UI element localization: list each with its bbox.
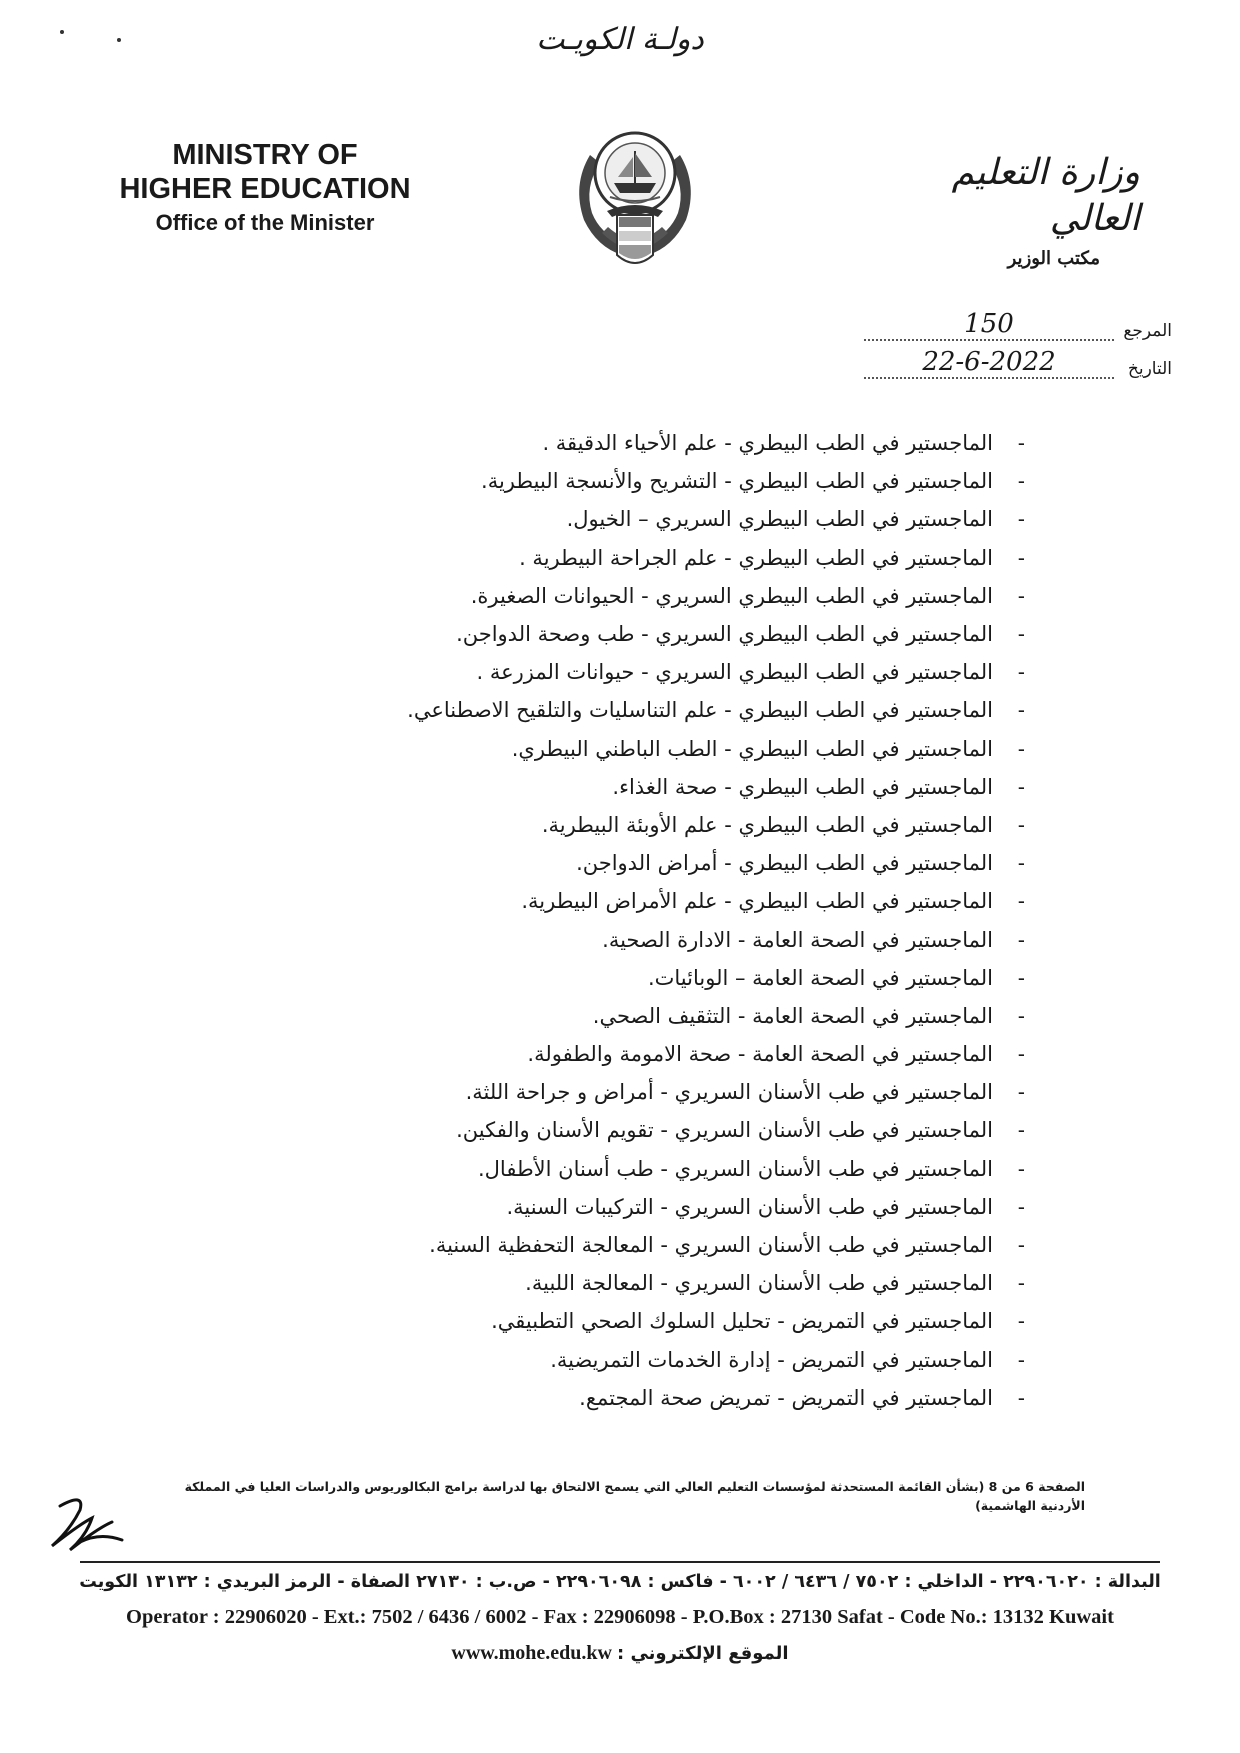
list-bullet: - [1017, 431, 1025, 456]
program-list-item [125, 462, 1025, 500]
program-name: الماجستير في الطب البيطري السريري - طب وصحة الدواجن. [456, 622, 993, 647]
program-name: الماجستير في طب الأسنان السريري - التركيبات السنية. [506, 1194, 993, 1219]
program-list-item [125, 653, 1025, 691]
program-name: الماجستير في الطب البيطري السريري – الخيول. [566, 507, 993, 532]
list-bullet: - [1017, 1385, 1025, 1410]
program-list-item [125, 768, 1025, 806]
list-bullet: - [1017, 469, 1025, 494]
program-name: الماجستير في الصحة العامة – الوبائيات. [647, 965, 993, 990]
program-name: الماجستير في الطب البيطري - صحة الغذاء. [612, 774, 993, 799]
reference-row [812, 303, 1172, 341]
program-list-item [125, 730, 1025, 768]
program-name: الماجستير في التمريض - تمريض صحة المجتمع. [579, 1385, 993, 1410]
program-list [125, 424, 1025, 1417]
program-list-item [125, 997, 1025, 1035]
list-bullet: - [1017, 698, 1025, 723]
list-bullet: - [1017, 1080, 1025, 1105]
list-bullet: - [1017, 1271, 1025, 1296]
list-bullet: - [1017, 927, 1025, 952]
list-bullet: - [1017, 660, 1025, 685]
program-name: الماجستير في طب الأسنان السريري - تقويم الأسنان والفكين. [456, 1118, 993, 1143]
list-bullet: - [1017, 1194, 1025, 1219]
program-list-item [125, 844, 1025, 882]
program-name: الماجستير في الصحة العامة - الادارة الصحية. [602, 927, 993, 952]
date-label: التاريخ [1127, 359, 1172, 379]
program-name: الماجستير في الطب البيطري - أمراض الدواجن. [576, 851, 993, 876]
kuwait-emblem-icon [562, 115, 708, 280]
program-name: الماجستير في الصحة العامة - التثقيف الصحي. [592, 1003, 993, 1028]
program-list-item [125, 577, 1025, 615]
program-list-item [125, 1150, 1025, 1188]
program-list-item [125, 882, 1025, 920]
program-list-item [125, 1035, 1025, 1073]
program-name: الماجستير في التمريض - إدارة الخدمات التمريضية. [550, 1347, 993, 1372]
program-name: الماجستير في الطب البيطري السريري - الحيوانات الصغيرة. [470, 583, 993, 608]
list-bullet: - [1017, 507, 1025, 532]
ministry-name-en-line1: MINISTRY OF [172, 139, 358, 171]
program-name: الماجستير في طب الأسنان السريري - طب أسنان الأطفال. [478, 1156, 993, 1181]
program-list-item [125, 1264, 1025, 1302]
ministry-name-ar: وزارة التعليم العالي [951, 152, 1140, 239]
date-row [812, 341, 1172, 379]
program-name: الماجستير في الطب البيطري السريري - حيوانات المزرعة . [476, 660, 993, 685]
program-list-item [125, 1188, 1025, 1226]
list-bullet: - [1017, 1003, 1025, 1028]
program-name: الماجستير في طب الأسنان السريري - أمراض و جراحة اللثة. [465, 1080, 993, 1105]
program-name: الماجستير في الطب البيطري - علم الأحياء الدقيقة . [542, 431, 993, 456]
program-list-item [125, 920, 1025, 958]
footer-divider [80, 1561, 1160, 1563]
website-url: www.mohe.edu.kw [451, 1642, 612, 1664]
office-name-en: Office of the Minister [155, 210, 375, 235]
list-bullet: - [1017, 812, 1025, 837]
program-name: الماجستير في الطب البيطري - علم التناسليات والتلقيح الاصطناعي. [407, 698, 993, 723]
program-name: الماجستير في طب الأسنان السريري - المعالجة اللبية. [525, 1271, 993, 1296]
program-list-item [125, 500, 1025, 538]
program-list-item [125, 1111, 1025, 1149]
office-name-ar: مكتب الوزير [1007, 248, 1100, 269]
program-list-item [125, 424, 1025, 462]
list-bullet: - [1017, 1309, 1025, 1334]
program-list-item [125, 1379, 1025, 1417]
state-name: دولـة الكويـت [536, 22, 704, 57]
list-bullet: - [1017, 545, 1025, 570]
list-bullet: - [1017, 1042, 1025, 1067]
program-list-item [125, 1226, 1025, 1264]
list-bullet: - [1017, 583, 1025, 608]
program-name: الماجستير في التمريض - تحليل السلوك الصحي التطبيقي. [491, 1309, 993, 1334]
list-bullet: - [1017, 851, 1025, 876]
footer-contact-ar: البدالة : ٢٢٩٠٦٠٢٠ - الداخلي : ٧٥٠٢ / ٦٤٣٦ / ٦٠٠٢ - فاكس : ٢٢٩٠٦٠٩٨ - ص.ب : ٢٧١٣٠ الصفاة - الرمز البريدي : ١٣١٣٢ الكويت [79, 1572, 1161, 1592]
program-list-item [125, 806, 1025, 844]
reference-label: المرجع [1123, 321, 1172, 341]
list-bullet: - [1017, 965, 1025, 990]
list-bullet: - [1017, 1156, 1025, 1181]
reference-number: 150 [864, 309, 1114, 341]
program-list-item [125, 539, 1025, 577]
ministry-name-en-line2: HIGHER EDUCATION [119, 173, 411, 205]
list-bullet: - [1017, 1347, 1025, 1372]
english-letterhead [100, 138, 430, 236]
program-list-item [125, 1302, 1025, 1340]
footer-website [0, 1642, 1240, 1665]
list-bullet: - [1017, 889, 1025, 914]
arabic-letterhead [900, 150, 1140, 269]
list-bullet: - [1017, 774, 1025, 799]
program-name: الماجستير في الطب البيطري - التشريح والأنسجة البيطرية. [481, 469, 993, 494]
program-list-item [125, 959, 1025, 997]
reference-block [812, 303, 1172, 379]
list-bullet: - [1017, 736, 1025, 761]
program-name: الماجستير في الصحة العامة - صحة الامومة والطفولة. [527, 1042, 993, 1067]
handwritten-signature [40, 1488, 130, 1558]
program-list-item [125, 615, 1025, 653]
list-bullet: - [1017, 1233, 1025, 1258]
program-list-item [125, 1073, 1025, 1111]
page-footnote: الصفحة 6 من 8 (بشأن القائمة المستحدثة لمؤسسات التعليم العالي التي يسمح الالتحاق بها لدراسة برامج البكالوريوس والدراسات العليا في المملكة الأردنية الهاشمية) [184, 1479, 1085, 1513]
program-list-item [125, 1341, 1025, 1379]
list-bullet: - [1017, 1118, 1025, 1143]
program-name: الماجستير في الطب البيطري - علم الأمراض البيطرية. [521, 889, 993, 914]
website-label: الموقع الإلكتروني : [616, 1643, 789, 1664]
program-list-item [125, 691, 1025, 729]
program-name: الماجستير في الطب البيطري - علم الأوبئة البيطرية. [541, 812, 993, 837]
date-value: 22-6-2022 [864, 347, 1114, 379]
footer-contact-en: Operator : 22906020 - Ext.: 7502 / 6436 / 6002 - Fax : 22906098 - P.O.Box : 27130 Safat - Code No.: 13132 Kuwait [126, 1606, 1114, 1628]
program-name: الماجستير في الطب البيطري - الطب الباطني البيطري. [511, 736, 993, 761]
program-name: الماجستير في طب الأسنان السريري - المعالجة التحفظية السنية. [429, 1233, 993, 1258]
list-bullet: - [1017, 622, 1025, 647]
program-name: الماجستير في الطب البيطري - علم الجراحة البيطرية . [519, 545, 993, 570]
